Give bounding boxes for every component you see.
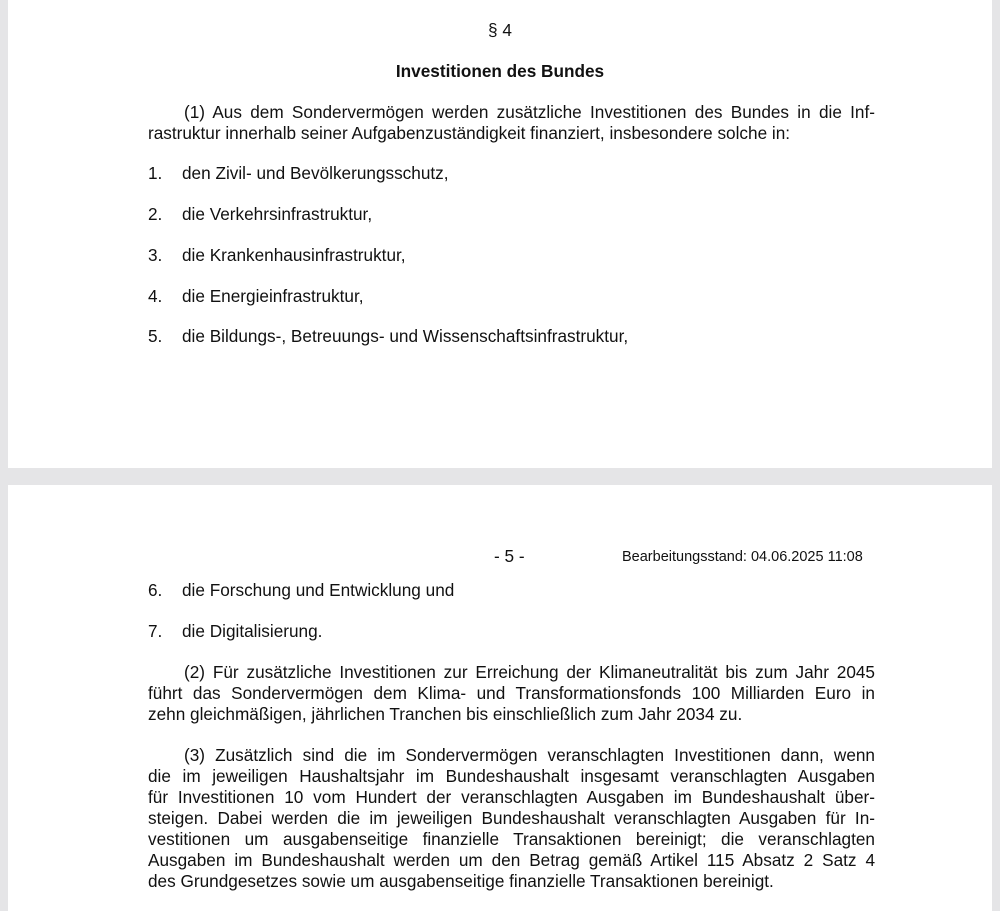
paragraph-3-line: steigen. Dabei werden die im jeweiligen Bundeshaushalt veranschlagten Ausgaben für In- bbox=[148, 808, 875, 828]
paragraph-2-line: zehn gleichmäßigen, jährlichen Tranchen bis einschließlich zum Jahr 2034 zu. bbox=[148, 704, 743, 724]
paragraph-3-line: des Grundgesetzes sowie um ausgabenseitige finanzielle Transaktionen bereinigt. bbox=[148, 871, 774, 891]
paragraph-2-line: (2) Für zusätzliche Investitionen zur Erreichung der Klimaneutralität bis zum Jahr 2045 bbox=[184, 662, 875, 682]
paragraph-2 bbox=[148, 662, 875, 725]
list-item-number: 2. bbox=[148, 204, 163, 224]
list-item-text: die Verkehrsinfrastruktur, bbox=[182, 204, 373, 224]
list-item-text: die Digitalisierung. bbox=[182, 621, 323, 641]
paragraph-3-line: vestitionen um ausgabenseitige finanzielle Transaktionen bereinigt; die veranschlagten bbox=[148, 829, 875, 849]
revision-status: Bearbeitungsstand: 04.06.2025 11:08 bbox=[622, 549, 863, 565]
paragraph-2-line: führt das Sondervermögen dem Klima- und Transformationsfonds 100 Milliarden Euro in bbox=[148, 683, 875, 703]
list-item-number: 5. bbox=[148, 326, 163, 346]
paragraph-1-line: rastruktur innerhalb seiner Aufgabenzuständigkeit finanziert, insbesondere solche in: bbox=[148, 123, 791, 143]
section-symbol: § 4 bbox=[488, 20, 512, 40]
list-item-text: die Energieinfrastruktur, bbox=[182, 286, 364, 306]
paragraph-1 bbox=[148, 102, 875, 144]
page-number: - 5 - bbox=[494, 546, 525, 566]
list-item-number: 4. bbox=[148, 286, 163, 306]
list-item-number: 7. bbox=[148, 621, 163, 641]
paragraph-1-line: (1) Aus dem Sondervermögen werden zusätzliche Investitionen des Bundes in die Inf- bbox=[184, 102, 875, 122]
section-title: Investitionen des Bundes bbox=[395, 61, 605, 81]
list-item-text: die Forschung und Entwicklung und bbox=[182, 580, 455, 600]
paragraph-3-line: für Investitionen 10 vom Hundert der veranschlagten Ausgaben im Bundeshaushalt über- bbox=[148, 787, 875, 807]
list-item-number: 1. bbox=[148, 163, 163, 183]
list-item-text: die Bildungs-, Betreuungs- und Wissenschaftsinfrastruktur, bbox=[182, 326, 629, 346]
list-item-number: 3. bbox=[148, 245, 163, 265]
list-item-text: die Krankenhausinfrastruktur, bbox=[182, 245, 406, 265]
list-item-number: 6. bbox=[148, 580, 163, 600]
document-page-bottom bbox=[8, 485, 992, 911]
list-item-text: den Zivil- und Bevölkerungsschutz, bbox=[182, 163, 449, 183]
paragraph-3-line: (3) Zusätzlich sind die im Sondervermögen veranschlagten Investitionen dann, wenn bbox=[184, 745, 875, 765]
paragraph-3-line: Ausgaben im Bundeshaushalt werden um den Betrag gemäß Artikel 115 Absatz 2 Satz 4 bbox=[148, 850, 875, 870]
paragraph-3 bbox=[148, 745, 875, 892]
paragraph-3-line: die im jeweiligen Haushaltsjahr im Bundeshaushalt insgesamt veranschlagten Ausgaben bbox=[148, 766, 875, 786]
document-page-top bbox=[8, 0, 992, 468]
